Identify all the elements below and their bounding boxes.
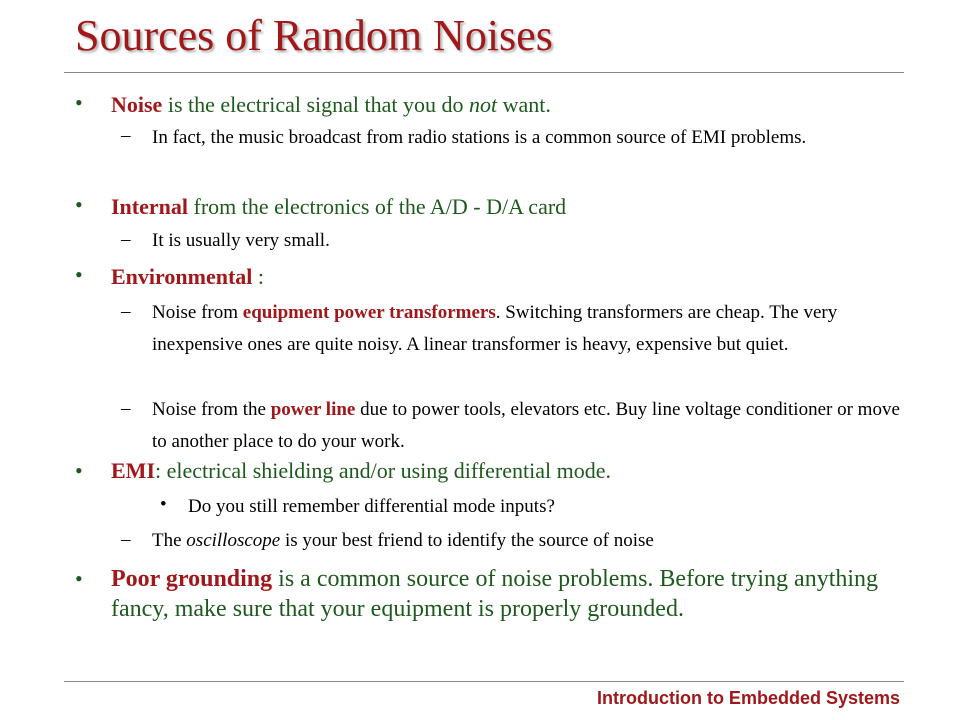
sub-bullet-marker: • (160, 494, 167, 515)
keyword-internal: Internal (111, 194, 188, 219)
footer-divider (64, 681, 904, 682)
keyword-transformers: equipment power transformers (242, 302, 496, 323)
bullet-marker: • (75, 90, 83, 115)
keyword-environmental: Environmental (111, 264, 253, 289)
keyword-noise: Noise (111, 92, 163, 117)
slide-title: Sources of Random Noises (75, 11, 553, 60)
keyword-power-line: power line (270, 399, 356, 420)
bullet-marker: • (75, 192, 83, 217)
text: Noise from the (152, 399, 271, 420)
sub-point-oscilloscope (152, 525, 902, 557)
bullet-marker: • (75, 458, 83, 483)
text: The (152, 530, 187, 551)
text: Noise from (152, 302, 243, 323)
text: is your best friend to identify the source of noise (280, 530, 654, 551)
bullet-marker: • (75, 566, 83, 591)
text: . Switching transformers are cheap. The very inexpensive ones are quite noisy. A linear transformer is heavy, expensive but quiet. (152, 302, 838, 355)
bullet-noise (111, 90, 901, 119)
text: from the electronics of the A/D - D/A card (188, 194, 567, 219)
emphasis-not: not (469, 92, 498, 117)
sub-point-differential: Do you still remember differential mode inputs? (188, 496, 555, 517)
text: : electrical shielding and/or using differential mode. (155, 458, 611, 483)
bullet-emi (111, 456, 901, 485)
text: is the electrical signal that you do (162, 92, 470, 117)
sub-point-power-line (152, 394, 902, 458)
keyword-grounding: Poor grounding (111, 566, 273, 592)
sub-point-radio: In fact, the music broadcast from radio stations is a common source of EMI problems. (152, 127, 807, 148)
text: want. (497, 92, 551, 117)
bullet-internal (111, 192, 901, 221)
dash-marker: – (121, 529, 131, 550)
emphasis-oscilloscope: oscilloscope (186, 530, 281, 551)
sub-point-transformers (152, 297, 902, 361)
bullet-marker: • (75, 262, 83, 287)
keyword-emi: EMI (111, 458, 155, 483)
bullet-environmental (111, 262, 901, 291)
dash-marker: – (121, 301, 131, 322)
dash-marker: – (121, 229, 131, 250)
text: is a common source of noise problems. Before trying anything fancy, make sure that your equipment is properly grounded. (111, 566, 879, 622)
text: due to power tools, elevators etc. Buy line voltage conditioner or move to another place to do your work. (152, 399, 900, 452)
bullet-grounding (111, 564, 901, 624)
sub-point-small: It is usually very small. (152, 230, 330, 251)
dash-marker: – (121, 398, 131, 419)
footer-text: Introduction to Embedded Systems (596, 688, 900, 708)
text: : (252, 264, 265, 289)
dash-marker: – (121, 125, 131, 146)
